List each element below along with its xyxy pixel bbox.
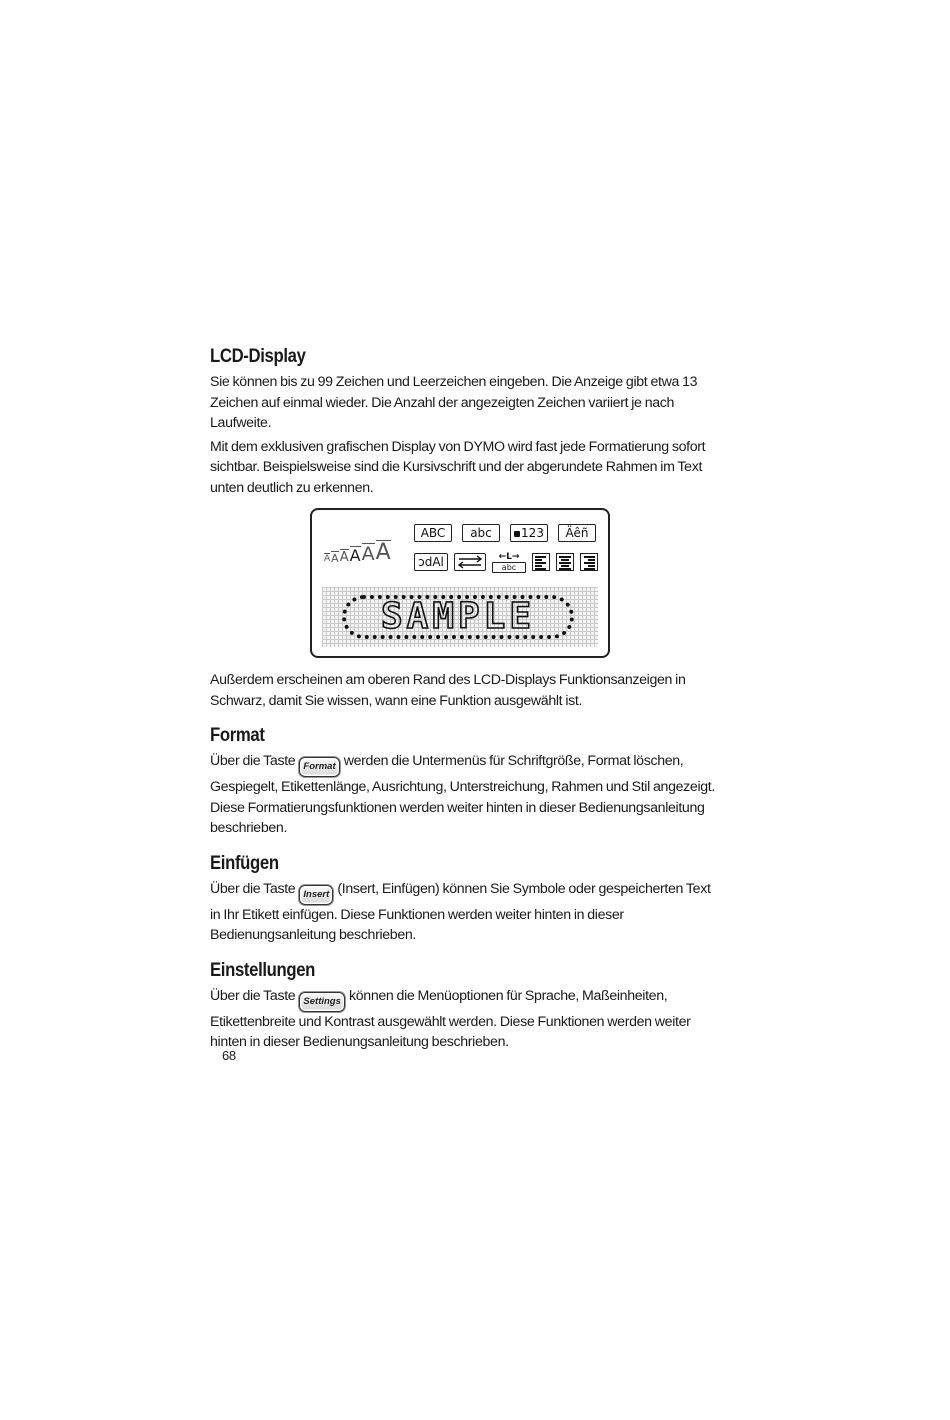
settings-text-after: können die Menüoptionen für Sprache, Maßeinheiten, Etikettenbreite und Kontrast ausgewählt werden. Diese Funktionen werden weiter hinten in dieser Bedienungsanleitung beschrieben. [210, 987, 691, 1050]
sample-text: SAMPLE [380, 596, 536, 637]
lowercase-indicator: abc [462, 524, 500, 542]
mirror-indicator: ɔdAl [414, 553, 448, 571]
format-section [210, 725, 720, 839]
lock-icon [514, 531, 520, 537]
lcd-paragraph-2: Mit dem exklusiven grafischen Display von DYMO wird fast jede Formatierung sofort sichtbar. Beispielsweise sind die Kursivschrift und der abgerundete Rahmen im Text unten deutlich zu erkennen. [210, 438, 706, 496]
settings-key-icon: Settings [299, 992, 344, 1012]
format-text-before: Über die Taste [210, 753, 296, 769]
length-abc-label: abc [492, 562, 526, 573]
length-arrow-label: ←L→ [498, 552, 520, 562]
insert-section [210, 853, 720, 946]
insert-text-after: (Insert, Einfügen) können Sie Symbole oder gespeicherten Text in Ihr Etikett einfügen. Diese Funktionen werden weiter hinten in dieser Bedienungsanleitung beschrieben. [210, 880, 711, 943]
align-left-icon [532, 553, 550, 571]
caps-indicator: ABC [414, 524, 452, 542]
font-size-m-icon: A [339, 550, 349, 565]
label-length-indicator [492, 552, 526, 572]
align-center-icon [556, 553, 574, 571]
font-size-xl-icon: A [361, 543, 375, 565]
sample-label-text [342, 595, 574, 639]
lcd-display-illustration [310, 508, 610, 658]
font-size-xxl-icon: A [375, 540, 391, 565]
page-content [210, 346, 720, 1056]
lcd-paragraph-1: Sie können bis zu 99 Zeichen und Leerzeichen eingeben. Die Anzeige gibt etwa 13 Zeichen auf einmal wieder. Die Anzahl der angezeigten Zeichen variiert je nach Laufweite. [210, 374, 698, 431]
insert-key-icon: Insert [299, 885, 333, 905]
numlock-label: 123 [521, 526, 544, 540]
settings-paragraph [210, 986, 720, 1053]
align-right-icon [580, 553, 598, 571]
lcd-paragraph-3: Außerdem erscheinen am oberen Rand des LCD-Displays Funktionsanzeigen in Schwarz, damit Sie wissen, wann eine Funktion ausgewählt ist. [210, 672, 686, 709]
font-size-xs-icon: A [324, 554, 331, 564]
settings-text-before: Über die Taste [210, 987, 296, 1004]
format-paragraph [210, 751, 720, 839]
insert-text-before: Über die Taste [210, 880, 296, 897]
font-size-l-icon: A [349, 546, 361, 565]
font-size-s-icon: A [331, 552, 339, 565]
settings-section [210, 960, 720, 1053]
accent-indicator: Äêñ [558, 524, 596, 542]
format-text-after: werden die Untermenüs für Schriftgröße, Format löschen, Gespiegelt, Etikettenlänge, Ausrichtung, Unterstreichung, Rahmen und Stil angezeigt. Diese Formatierungsfunktionen werden weiter hinten in dieser Bedienungsanleitung beschrieben. [210, 753, 715, 836]
page-number: 68 [222, 1048, 236, 1063]
numlock-indicator [510, 524, 548, 542]
lcd-display-heading: LCD-Display [210, 346, 306, 367]
text-direction-icon [454, 553, 486, 571]
insert-paragraph [210, 879, 720, 946]
format-heading: Format [210, 725, 265, 746]
settings-heading: Einstellungen [210, 959, 316, 981]
format-key-icon: Format [299, 757, 339, 777]
font-size-indicators [324, 538, 392, 564]
insert-heading: Einfügen [210, 852, 279, 874]
